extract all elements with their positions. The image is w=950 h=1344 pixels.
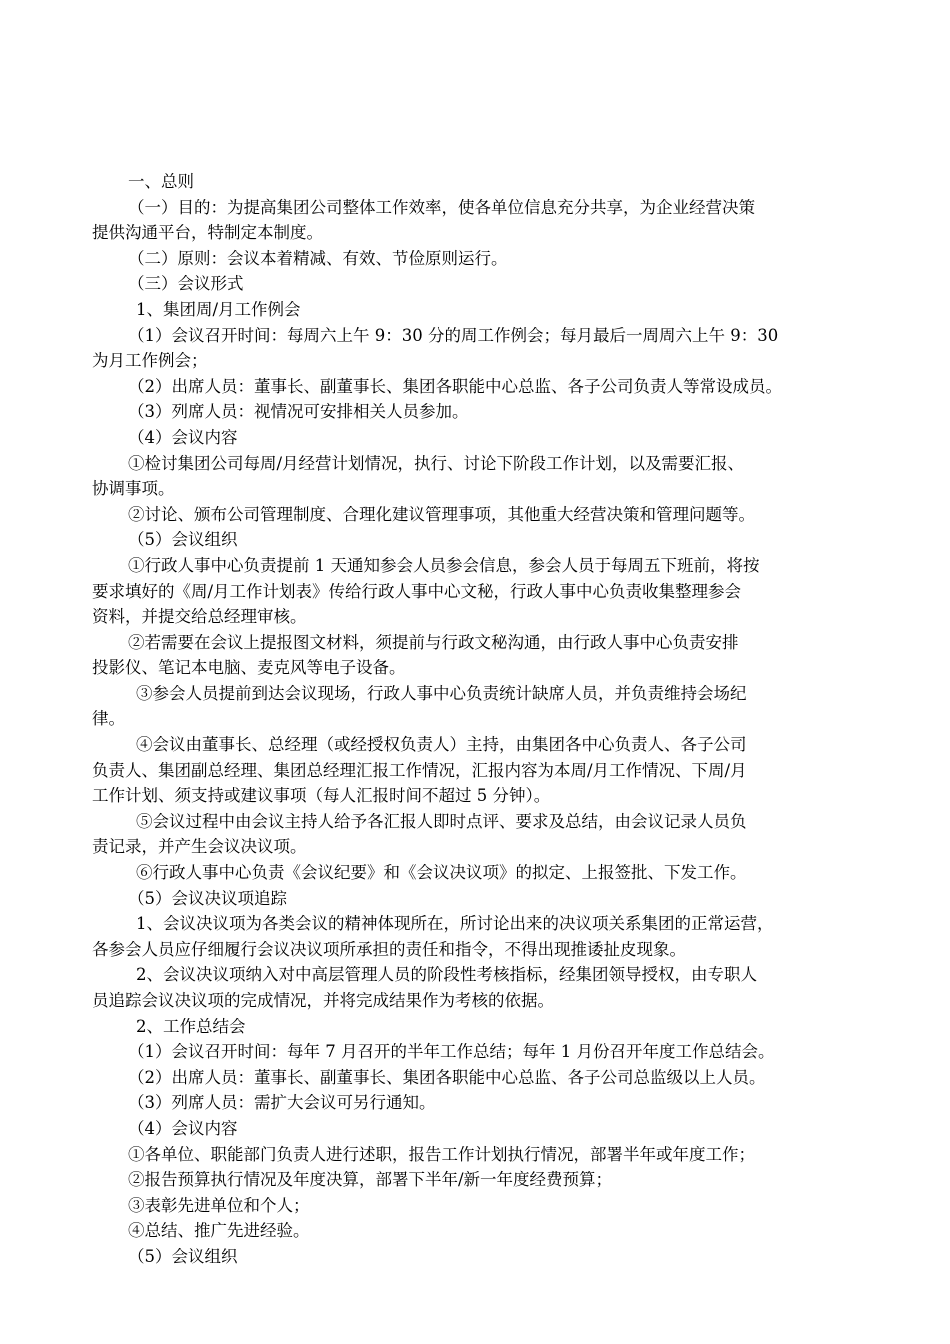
text-line: （5）会议决议项追踪: [128, 888, 287, 908]
text-line: （1）会议召开时间：每周六上午 9：30 分的周工作例会；每月最后一周周六上午 9：30: [128, 325, 779, 345]
text-line: （三）会议形式: [128, 274, 244, 294]
text-line: 员追踪会议决议项的完成情况，并将完成结果作为考核的依据。: [92, 991, 554, 1010]
text-line: ③表彰先进单位和个人；: [128, 1195, 310, 1215]
text-line: ②报告预算执行情况及年度决算，部署下半年/新一年度经费预算；: [128, 1170, 613, 1190]
text-line: ⑤会议过程中由会议主持人给予各汇报人即时点评、要求及总结，由会议记录人员负: [136, 811, 747, 831]
text-line: ②讨论、颁布公司管理制度、合理化建议管理事项，其他重大经营决策和管理问题等。: [128, 504, 755, 524]
document-body: [92, 169, 872, 1270]
text-line: 投影仪、笔记本电脑、麦克风等电子设备。: [92, 658, 406, 678]
text-line: （4）会议内容: [128, 1118, 238, 1138]
text-line: 工作计划、须支持或建议事项（每人汇报时间不超过 5 分钟）。: [92, 786, 551, 806]
text-line: （3）列席人员：视情况可安排相关人员参加。: [128, 402, 469, 422]
text-line: （4）会议内容: [128, 427, 238, 447]
text-line: 资料，并提交给总经理审核。: [92, 607, 307, 627]
text-line: 2、工作总结会: [136, 1016, 246, 1036]
text-line: 协调事项。: [92, 479, 175, 499]
text-line: 要求填好的《周/月工作计划表》传给行政人事中心文秘，行政人事中心负责收集整理参会: [92, 581, 742, 601]
text-line: 负责人、集团副总经理、集团总经理汇报工作情况，汇报内容为本周/月工作情况、下周/月: [92, 760, 747, 780]
text-line: 1、会议决议项为各类会议的精神体现所在，所讨论出来的决议项关系集团的正常运营，: [136, 914, 774, 934]
text-line: 2、会议决议项纳入对中高层管理人员的阶段性考核指标，经集团领导授权，由专职人: [136, 965, 757, 985]
text-line: 为月工作例会；: [92, 351, 208, 371]
text-line: ③参会人员提前到达会议现场，行政人事中心负责统计缺席人员，并负责维持会场纪: [136, 683, 747, 703]
text-line: ①各单位、职能部门负责人进行述职，报告工作计划执行情况，部署半年或年度工作；: [128, 1144, 755, 1164]
text-line: ⑥行政人事中心负责《会议纪要》和《会议决议项》的拟定、上报签批、下发工作。: [136, 863, 747, 883]
text-line: 一、总则: [128, 172, 194, 191]
text-line: （1）会议召开时间：每年 7 月召开的半年工作总结；每年 1 月份召开年度工作总结会。: [128, 1042, 775, 1062]
text-line: ①检讨集团公司每周/月经营计划情况，执行、讨论下阶段工作计划，以及需要汇报、: [128, 453, 745, 473]
text-line: 律。: [92, 709, 125, 729]
text-line: （5）会议组织: [128, 1246, 238, 1266]
text-line: 责记录，并产生会议决议项。: [92, 837, 307, 857]
text-line: （5）会议组织: [128, 530, 238, 550]
text-line: （一）目的：为提高集团公司整体工作效率，使各单位信息充分共享，为企业经营决策: [128, 197, 755, 217]
text-line: ①行政人事中心负责提前 1 天通知参会人员参会信息，参会人员于每周五下班前，将按: [128, 555, 760, 575]
text-line: 1、集团周/月工作例会: [136, 299, 301, 319]
text-line: ④会议由董事长、总经理（或经授权负责人）主持，由集团各中心负责人、各子公司: [136, 735, 747, 755]
text-line: （3）列席人员：需扩大会议可另行通知。: [128, 1093, 436, 1113]
text-line: （2）出席人员：董事长、副董事长、集团各职能中心总监、各子公司总监级以上人员。: [128, 1067, 766, 1087]
text-line: 各参会人员应仔细履行会议决议项所承担的责任和指令，不得出现推诿扯皮现象。: [92, 939, 686, 959]
text-line: ②若需要在会议上提报图文材料，须提前与行政文秘沟通，由行政人事中心负责安排: [128, 632, 739, 652]
text-line: （2）出席人员：董事长、副董事长、集团各职能中心总监、各子公司负责人等常设成员。: [128, 376, 782, 396]
text-line: 提供沟通平台，特制定本制度。: [92, 223, 323, 243]
text-line: ④总结、推广先进经验。: [128, 1221, 310, 1241]
text-line: （二）原则：会议本着精减、有效、节俭原则运行。: [128, 248, 508, 268]
